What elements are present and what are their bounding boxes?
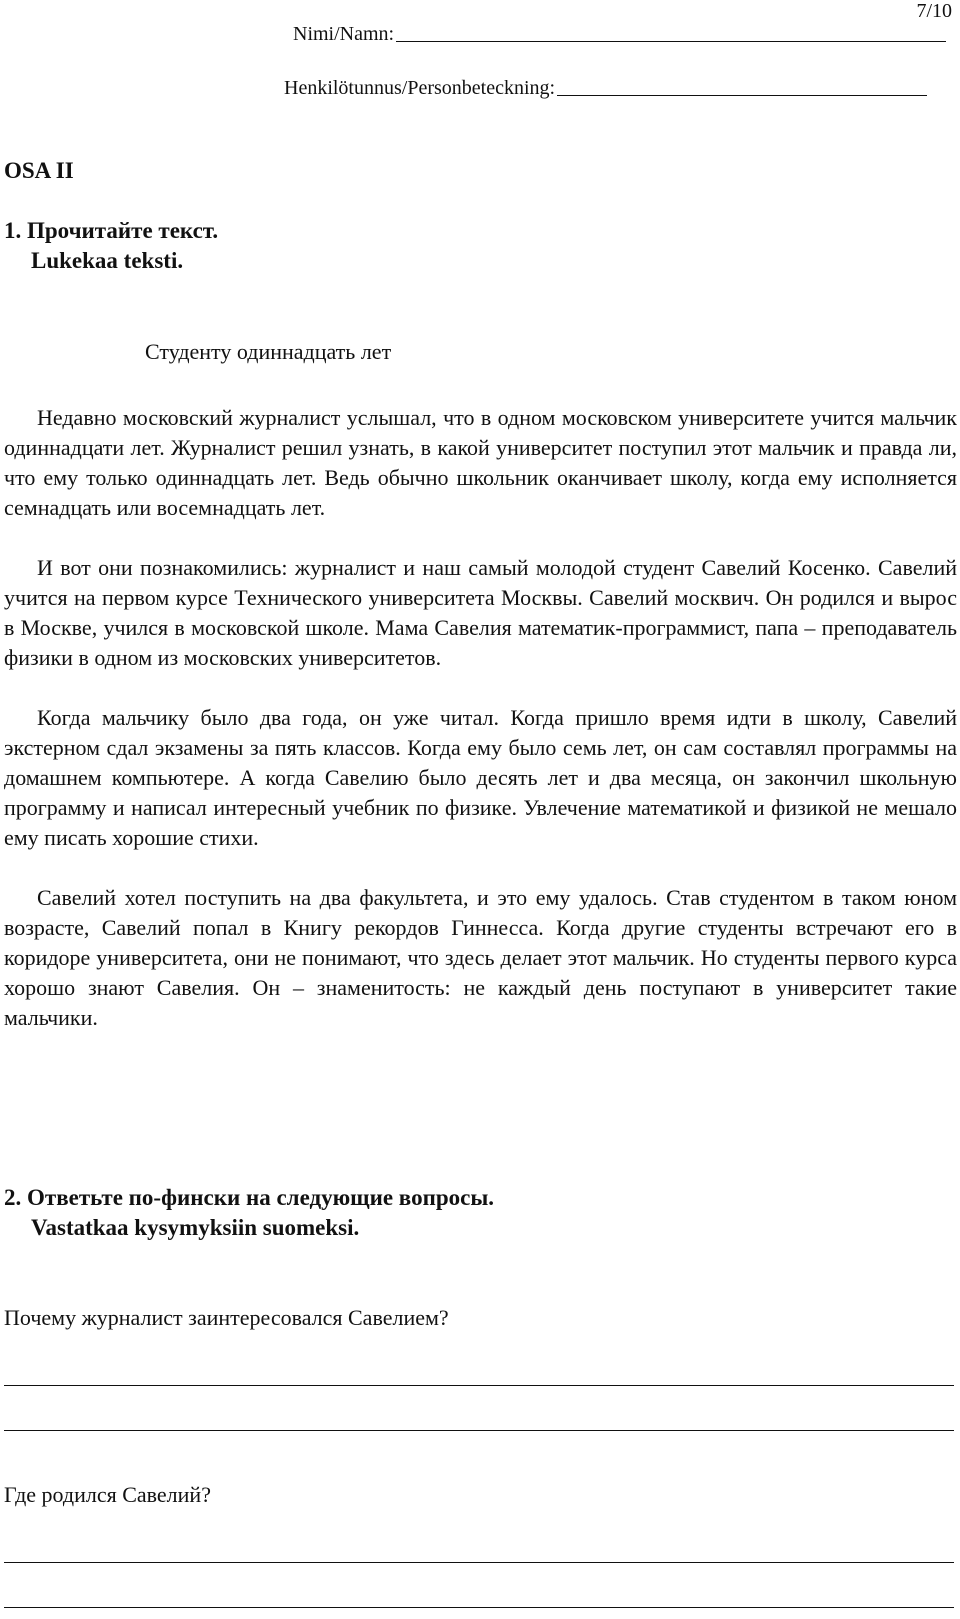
name-label: Nimi/Namn: [293, 23, 395, 45]
task1-title-fi: Lukekaa teksti. [31, 248, 184, 273]
answer-line[interactable] [4, 1562, 954, 1563]
id-field [284, 77, 927, 100]
task2-title-fi: Vastatkaa kysymyksiin suomeksi. [31, 1215, 360, 1240]
section-heading: OSA II [4, 158, 74, 183]
name-field [293, 23, 946, 46]
task1-title-ru: 1. Прочитайте текст. [4, 218, 219, 243]
task2-title-ru: 2. Ответьте по-фински на следующие вопросы. [4, 1185, 495, 1210]
question-1: Почему журналист заинтересовался Савелием? [4, 1305, 449, 1330]
id-label: Henkilötunnus/Personbeteckning: [284, 77, 556, 99]
story-paragraph: И вот они познакомились: журналист и наш самый молодой студент Савелий Косенко. Савелий учится на первом курсе Технического университета Москвы. Савелий москвич. Он родился и вырос в Москве, учился в московской школе. Мама Савелия математик-программист, папа – преподаватель физики в одном из московских университетов. [4, 555, 957, 670]
story-paragraph: Когда мальчику было два года, он уже читал. Когда пришло время идти в школу, Савелий экстерном сдал экзамены за пять классов. Когда ему было семь лет, он сам составлял программы на домашнем компьютере. А когда Савелию было десять лет и два месяца, он закончил школьную программу и написал интересный учебник по физике. Увлечение математикой и физикой не мешало ему писать хорошие стихи. [4, 705, 957, 850]
answer-line[interactable] [4, 1607, 954, 1608]
answer-line[interactable] [4, 1385, 954, 1386]
task1-heading [4, 216, 218, 276]
story-paragraph: Савелий хотел поступить на два факультета, и это ему удалось. Став студентом в таком юном возрасте, Савелий попал в Книгу рекордов Гиннесса. Когда другие студенты встречают его в коридоре университета, они не понимают, что здесь делает этот мальчик. Но студенты первого курса хорошо знают Савелия. Он – знаменитость: не каждый день поступают в университет такие мальчики. [4, 885, 957, 1030]
story-title: Студенту одиннадцать лет [145, 339, 392, 364]
story-text [4, 403, 957, 1033]
task2-heading [4, 1183, 494, 1243]
question-2: Где родился Савелий? [4, 1482, 211, 1507]
id-input-line[interactable] [557, 95, 927, 96]
page-number: 7/10 [916, 0, 952, 22]
story-paragraph: Недавно московский журналист услышал, что в одном московском университете учится мальчик одиннадцати лет. Журналист решил узнать, в какой университет поступил этот мальчик и правда ли, что ему только одиннадцать лет. Ведь обычно школьник оканчивает школу, когда ему исполняется семнадцать или восемнадцать лет. [4, 405, 957, 520]
name-input-line[interactable] [396, 41, 946, 42]
answer-line[interactable] [4, 1430, 954, 1431]
